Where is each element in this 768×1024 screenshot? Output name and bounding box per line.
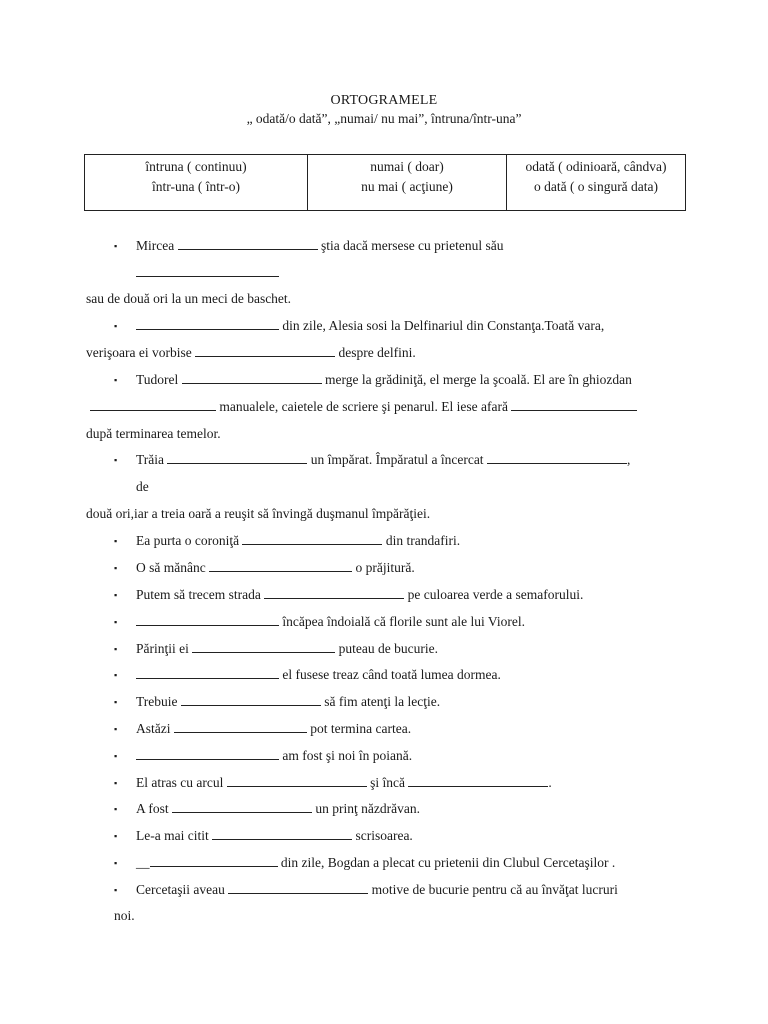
page-title: ORTOGRAMELE [330, 93, 438, 108]
bullet-icon: ▪ [114, 590, 118, 600]
answer-blank[interactable] [150, 854, 278, 867]
bullet-icon: ▪ [114, 375, 118, 385]
bullet-icon: ▪ [114, 536, 118, 546]
exercise-line-7: manualele, caietele de scriere şi penarul. El iese afară [90, 398, 637, 416]
bullet-icon: ▪ [114, 724, 118, 734]
exercise-line-26: noi. [114, 908, 135, 923]
rule-cell-odata [507, 155, 686, 211]
answer-blank[interactable] [136, 264, 279, 277]
answer-blank[interactable] [136, 317, 279, 330]
exercise-line-18: Trebuie să fim atenţi la lecţie. [136, 694, 441, 709]
bullet-icon: ▪ [114, 241, 118, 251]
answer-blank[interactable] [181, 693, 321, 706]
answer-blank[interactable] [136, 666, 279, 679]
answer-blank[interactable] [172, 800, 312, 813]
exercise-line-11: două ori,iar a treia oară a reuşit să învingă duşmanul împărăţiei. [86, 506, 431, 521]
bullet-icon: ▪ [114, 617, 118, 627]
answer-blank[interactable] [136, 613, 279, 626]
exercise-line-15: încăpea îndoială că florile sunt ale lui Viorel. [136, 613, 525, 631]
bullet-icon: ▪ [114, 455, 118, 465]
bullet-icon: ▪ [114, 644, 118, 654]
exercise-line-12: Ea purta o coroniţă din trandafiri. [136, 533, 461, 548]
exercise-line-21: El atras cu arcul şi încă . [136, 775, 552, 790]
rule-intruna-2: într-una ( într-o) [152, 179, 240, 194]
bullet-icon: ▪ [114, 563, 118, 573]
exercise-line-10: de [136, 479, 149, 494]
answer-blank[interactable] [136, 747, 279, 760]
bullet-icon: ▪ [114, 751, 118, 761]
answer-blank[interactable] [212, 827, 352, 840]
exercise-line-13: O să mănânc o prăjitură. [136, 560, 415, 575]
answer-blank[interactable] [228, 881, 368, 894]
exercise-line-8: după terminarea temelor. [86, 426, 221, 441]
exercise-line-2 [136, 264, 279, 282]
bullet-icon: ▪ [114, 885, 118, 895]
rule-odata-1: odată ( odinioară, cândva) [525, 159, 667, 174]
rule-cell-intruna [85, 155, 308, 211]
rule-numai-2: nu mai ( acţiune) [361, 179, 453, 194]
answer-blank[interactable] [90, 398, 216, 411]
rules-table [84, 154, 686, 211]
exercise-line-14: Putem să trecem strada pe culoarea verde a semaforului. [136, 587, 584, 602]
answer-blank[interactable] [178, 237, 318, 250]
answer-blank[interactable] [209, 559, 352, 572]
exercise-line-19: Astăzi pot termina cartea. [136, 721, 412, 736]
exercise-line-1: Mircea ştia dacă mersese cu prietenul său [136, 238, 504, 253]
bullet-icon: ▪ [114, 858, 118, 868]
rule-intruna-1: întruna ( continuu) [145, 159, 247, 174]
exercise-line-20: am fost şi noi în poiană. [136, 747, 412, 765]
rule-cell-numai [308, 155, 507, 211]
answer-blank[interactable] [242, 532, 382, 545]
page-subtitle: „ odată/o dată”, „numai/ nu mai”, întruna/într-una” [246, 111, 522, 126]
rule-numai-1: numai ( doar) [370, 159, 444, 174]
bullet-icon: ▪ [114, 831, 118, 841]
answer-blank[interactable] [511, 398, 637, 411]
bullet-icon: ▪ [114, 670, 118, 680]
exercise-line-25: Cercetaşii aveau motive de bucurie pentru că au învăţat lucruri [136, 882, 618, 897]
exercise-line-6: Tudorel merge la grădiniţă, el merge la şcoală. El are în ghiozdan [136, 372, 632, 387]
exercise-line-17: el fusese treaz când toată lumea dormea. [136, 666, 501, 684]
answer-blank[interactable] [195, 344, 335, 357]
rule-odata-2: o dată ( o singură data) [533, 179, 659, 194]
exercise-line-5: verişoara ei vorbise despre delfini. [86, 345, 416, 360]
bullet-icon: ▪ [114, 778, 118, 788]
answer-blank[interactable] [227, 774, 367, 787]
answer-blank[interactable] [264, 586, 404, 599]
exercise-line-16: Părinţii ei puteau de bucurie. [136, 641, 438, 656]
exercise-line-3: sau de două ori la un meci de baschet. [86, 291, 292, 306]
answer-blank[interactable] [174, 720, 307, 733]
answer-blank[interactable] [167, 451, 307, 464]
answer-blank[interactable] [182, 371, 322, 384]
answer-blank[interactable] [408, 774, 548, 787]
exercise-line-22: A fost un prinţ năzdrăvan. [136, 801, 420, 816]
exercise-line-4: din zile, Alesia sosi la Delfinariul din Constanţa.Toată vara, [136, 317, 604, 335]
exercise-line-23: Le-a mai citit scrisoarea. [136, 828, 413, 843]
bullet-icon: ▪ [114, 321, 118, 331]
bullet-icon: ▪ [114, 697, 118, 707]
answer-blank[interactable] [192, 640, 335, 653]
exercise-line-24: __ din zile, Bogdan a plecat cu prietenii din Clubul Cercetaşilor . [136, 855, 616, 870]
bullet-icon: ▪ [114, 804, 118, 814]
answer-blank[interactable] [487, 451, 627, 464]
exercise-line-9: Trăia un împărat. Împăratul a încercat , [136, 452, 631, 467]
